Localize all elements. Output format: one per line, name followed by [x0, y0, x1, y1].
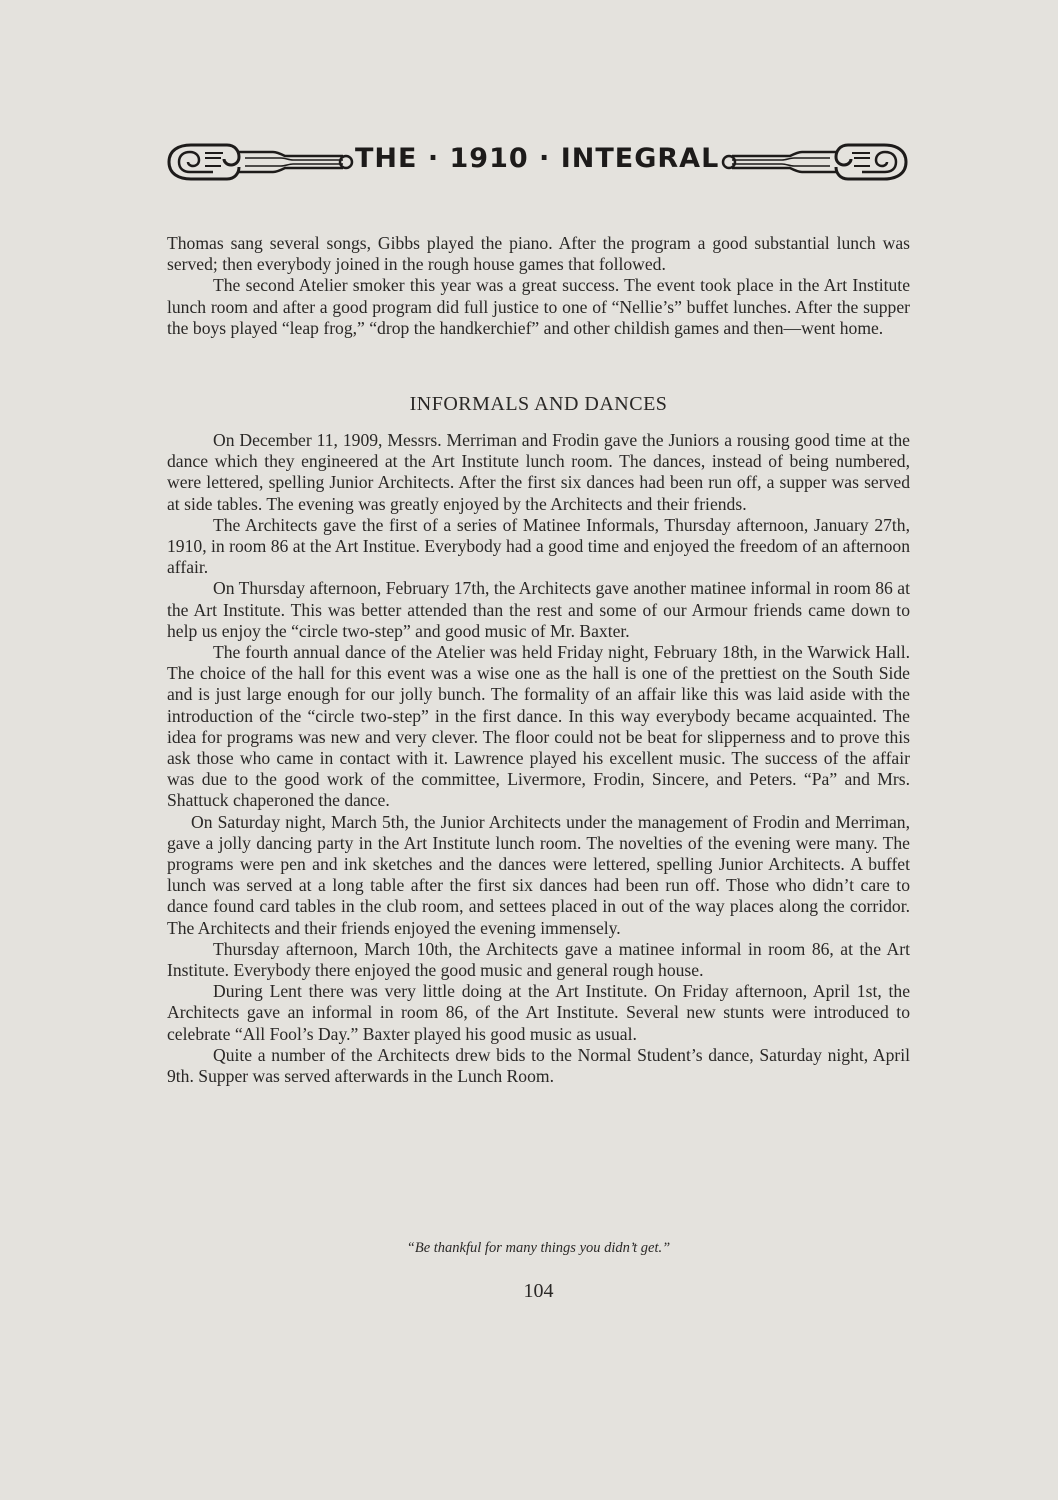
intro-text-block	[167, 233, 910, 339]
footer-quote: “Be thankful for many things you didn’t get.”	[406, 1240, 671, 1256]
paragraph: The fourth annual dance of the Atelier was held Friday night, February 18th, in the Warwick Hall. The choice of the hall for this event was a wise one as the hall is one of the prettiest on the South Side and is just large enough for our jolly bunch. The formality of an affair like this was laid aside with the introduction of the “circle two-step” in the first dance. In this way everybody became acquainted. The idea for programs was new and very clever. The floor could not be beat for slipperness and to prove this ask those who came in contact with it. Lawrence played his excellent music. The success of the affair was due to the good work of the committee, Livermore, Frodin, Sincere, and Peters. “Pa” and Mrs. Shattuck chaperoned the dance.	[167, 642, 910, 811]
page-header	[165, 138, 910, 186]
running-header-title: THE · 1910 · INTEGRAL	[355, 143, 720, 174]
page-number: 104	[523, 1280, 554, 1302]
paragraph: The Architects gave the first of a series of Matinee Informals, Thursday afternoon, January 27th, 1910, in room 86 at the Art Institue. Everybody had a good time and enjoyed the freedom of an afternoon affair.	[167, 514, 910, 578]
paragraph: On December 11, 1909, Messrs. Merriman and Frodin gave the Juniors a rousing good time at the dance which they engineered at the Art Institute lunch room. The dances, instead of being numbered, were lettered, spelling Junior Architects. After the first six dances had been run off, a supper was served at side tables. The evening was greatly enjoyed by the Architects and their friends.	[167, 430, 910, 514]
paragraph: The second Atelier smoker this year was a great success. The event took place in the Art Institute lunch room and after a good program did full justice to one of “Nellie’s” buffet lunches. After the supper the boys played “leap frog,” “drop the handkerchief” and other childish games and then—went home.	[167, 275, 910, 338]
paragraph: Thomas sang several songs, Gibbs played the piano. After the program a good substantial lunch was served; then everybody joined in the rough house games that followed.	[167, 233, 910, 275]
paragraph: Thursday afternoon, March 10th, the Architects gave a matinee informal in room 86, at the Art Institute. Everybody there enjoyed the good music and general rough house.	[167, 938, 910, 981]
paragraph: Quite a number of the Architects drew bids to the Normal Student’s dance, Saturday night, April 9th. Supper was served afterwards in the Lunch Room.	[167, 1044, 910, 1087]
scroll-ornament-right-icon	[720, 142, 910, 182]
paragraph: On Thursday afternoon, February 17th, the Architects gave another matinee informal in room 86 at the Art Institute. This was better attended than the rest and some of our Armour friends came down to help us enjoy the “circle two-step” and good music of Mr. Baxter.	[167, 578, 910, 641]
section-text-block	[167, 430, 910, 1087]
section-heading: INFORMALS AND DANCES	[409, 393, 668, 415]
paragraph: During Lent there was very little doing at the Art Institute. On Friday afternoon, April 1st, the Architects gave an informal in room 86, of the Art Institute. Several new stunts were introduced to celebrate “All Fool’s Day.” Baxter played his good music as usual.	[167, 981, 910, 1044]
scroll-ornament-left-icon	[165, 142, 355, 182]
paragraph: On Saturday night, March 5th, the Junior Architects under the management of Frodin and Merriman, gave a jolly dancing party in the Art Institute lunch room. The novelties of the evening were many. The programs were pen and ink sketches and the dances were lettered, spelling Junior Architects. A buffet lunch was served at a long table after the first six dances had been run off. Those who didn’t care to dance found card tables in the club room, and settees placed in out of the way places along the corridor. The Architects and their friends enjoyed the evening immensely.	[167, 811, 910, 938]
